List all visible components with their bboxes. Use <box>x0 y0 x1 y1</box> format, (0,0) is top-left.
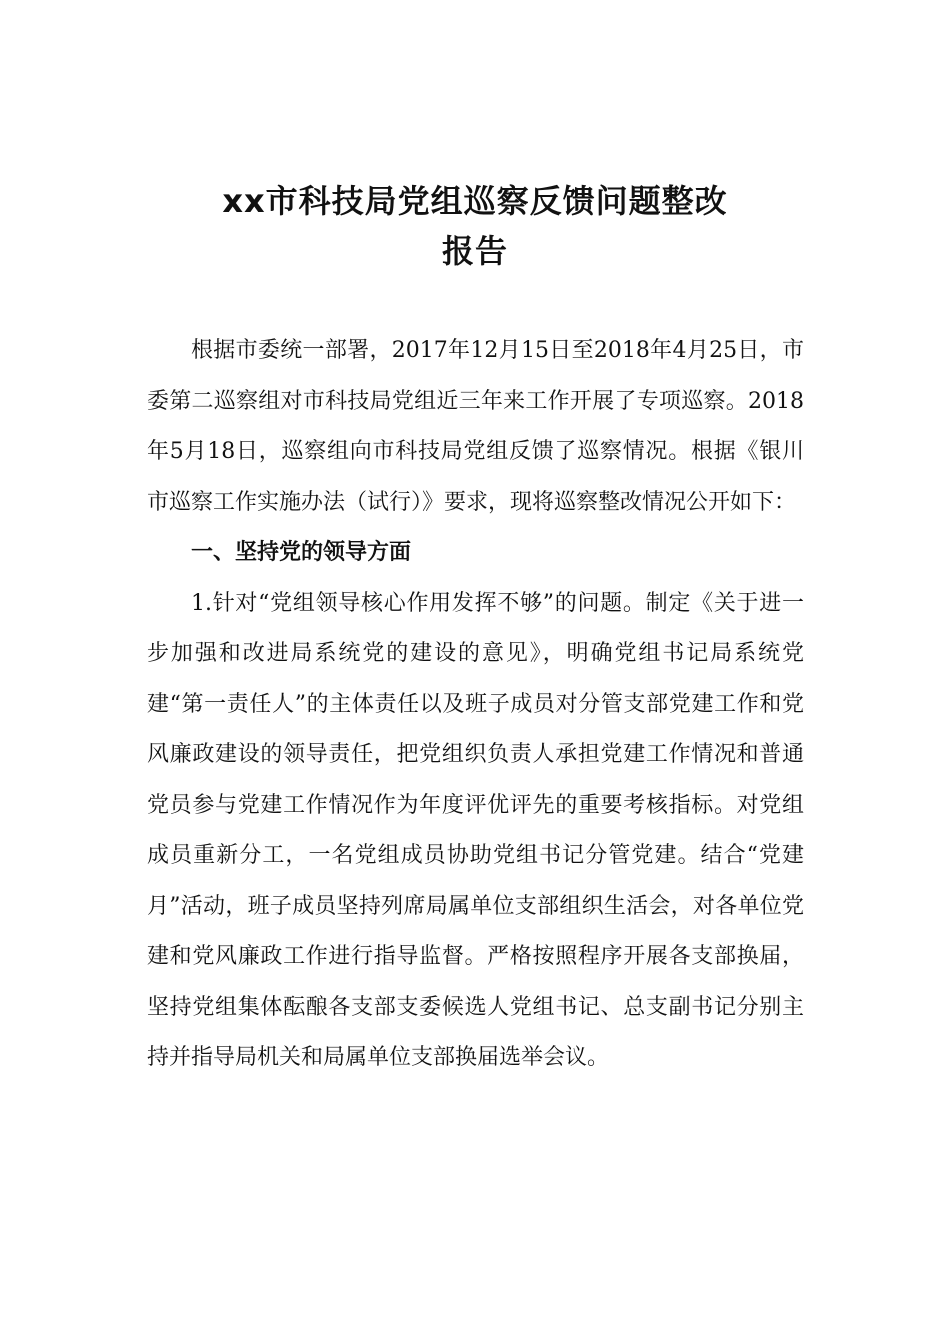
section-heading-1: 一、坚持党的领导方面 <box>191 540 412 565</box>
document-body <box>147 326 804 1084</box>
item-paragraph-1: 1.针对“党组领导核心作用发挥不够”的问题。制定《关于进一步加强和改进局系统党的建设的意见》，明确党组书记局系统党建“第一责任人”的主体责任以及班子成员对分管支部党建工作和党风廉政建设的领导责任，把党组织负责人承担党建工作情况和普通党员参与党建工作情况作为年度评优评先的重要考核指标。对党组成员重新分工，一名党组成员协助党组书记分管党建。结合“党建月”活动，班子成员坚持列席局属单位支部组织生活会，对各单位党建和党风廉政工作进行指导监督。严格按照程序开展各支部换届，坚持党组集体酝酿各支部支委候选人党组书记、总支副书记分别主持并指导局机关和局属单位支部换届选举会议。 <box>147 590 804 1070</box>
title-line-2: 报告 <box>441 232 508 270</box>
title-line-1: xx市科技局党组巡察反馈问题整改 <box>222 182 728 220</box>
intro-paragraph: 根据市委统一部署，2017年12月15日至2018年4月25日，市委第二巡察组对市科技局党组近三年来工作开展了专项巡察。2018年5月18日，巡察组向市科技局党组反馈了巡察情况。根据《银川市巡察工作实施办法（试行）》要求，现将巡察整改情况公开如下： <box>147 338 804 515</box>
document-title <box>0 176 950 276</box>
